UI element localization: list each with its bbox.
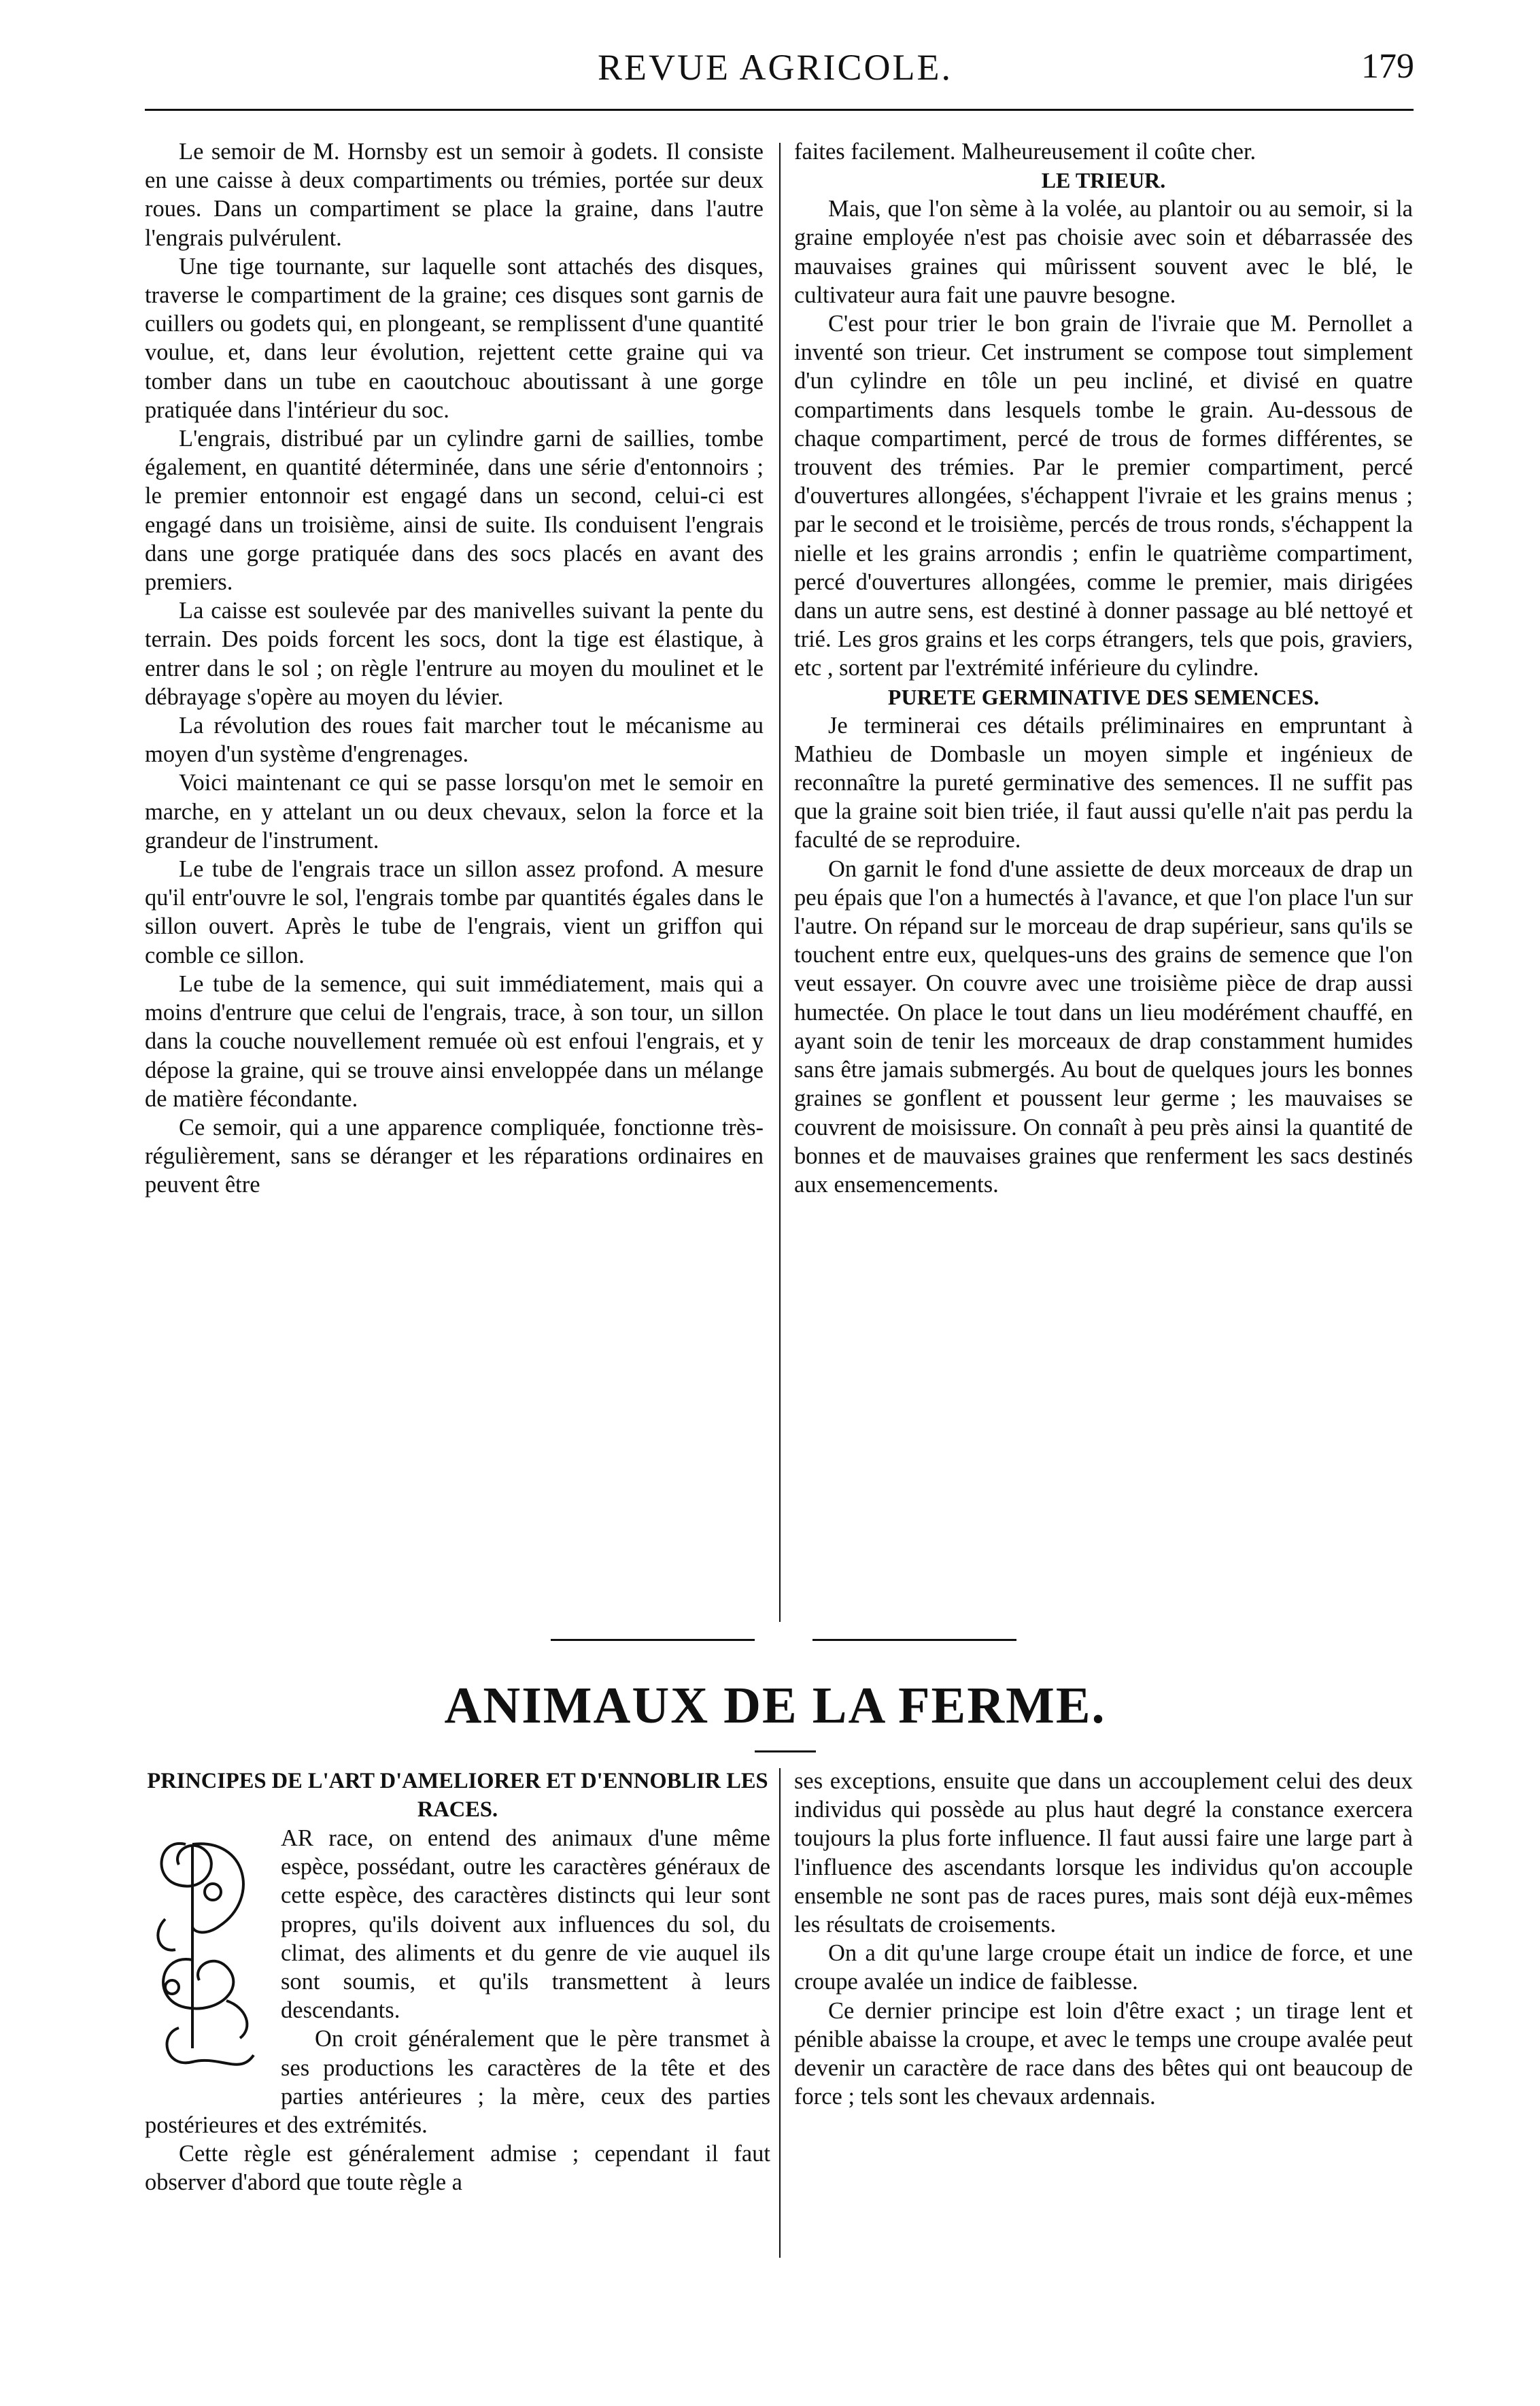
page-number: 179 bbox=[1361, 47, 1414, 86]
article-title: PRINCIPES DE L'ART D'AMELIORER ET D'ENNOBLIR LES RACES. bbox=[147, 1769, 768, 1822]
paragraph: Une tige tournante, sur laquelle sont attachés des disques, traverse le compartiment de la graine; ces disques sont garnis de cuillers ou godets qui, en plongeant, se remplissent d'une quantité voulue, et, dans leur évolution, rejettent cette graine qui va tomber dans un tube en caoutchouc aboutissant à une gorge pratiquée dans l'intérieur du soc. bbox=[145, 253, 764, 423]
section-title-underline bbox=[755, 1750, 816, 1752]
heading-trieur: LE TRIEUR. bbox=[1041, 168, 1166, 193]
page-header bbox=[136, 46, 1414, 101]
paragraph: Le semoir de M. Hornsby est un semoir à godets. Il consiste en une caisse à deux compartiments ou trémies, portée sur deux roues. Dans un compartiment se place la graine, dans l'autre l'engrais pulvérulent. bbox=[145, 139, 764, 251]
paragraph: La révolution des roues fait marcher tout le mécanisme au moyen d'un système d'engrenages. bbox=[145, 713, 764, 768]
paragraph: On garnit le fond d'une assiette de deux morceaux de drap un peu épais que l'on a humectés à l'avance, et que l'on place l'un sur l'autre. On répand sur le morceau de drap supérieur, sans qu'ils se touchent entre eux, quelques-uns des grains de semence que l'on veut essayer. On couvre avec une troisième pièce de drap aussi humectée. On place le tout dans un lieu modérément chauffé, en ayant soin de tenir les morceaux de drap constamment humides sans être jamais submergés. Au bout de quelques jours les bonnes graines se gonflent et poussent leur germe ; les mauvaises se couvrent de moisissure. On connaît à peu près ainsi la quantité de bonnes et de mauvaises graines que renferment les sacs destinés aux ensemencements. bbox=[794, 855, 1413, 1198]
section-rule-left bbox=[551, 1639, 755, 1641]
paragraph: On croit généralement que le père transmet à ses productions les caractères de la tête et des parties antérieures ; la mère, ceux des parties postérieures et des extrémités. bbox=[145, 2026, 770, 2139]
top-right-column bbox=[794, 137, 1413, 1199]
running-title: REVUE AGRICOLE. bbox=[598, 47, 953, 88]
bottom-left-column bbox=[145, 1767, 770, 2197]
paragraph: On a dit qu'une large croupe était un indice de force, et une croupe avalée un indice de faiblesse. bbox=[794, 1940, 1413, 1995]
section-rule-right bbox=[812, 1639, 1016, 1641]
paragraph: Mais, que l'on sème à la volée, au plantoir ou au semoir, si la graine employée n'est pas choisie avec soin et débarrassée des mauvaises graines qui mûrissent souvent avec le blé, le cultivateur aura fait une pauvre besogne. bbox=[794, 196, 1413, 308]
paragraph: Je terminerai ces détails préliminaires en empruntant à Mathieu de Dombasle un moyen simple et ingénieux de reconnaître la pureté germinative des semences. Il ne suffit pas que la graine soit bien triée, il faut aussi qu'elle n'ait pas perdu la faculté de se reproduire. bbox=[794, 712, 1413, 853]
paragraph: La caisse est soulevée par des manivelles suivant la pente du terrain. Des poids forcent les socs, dont la tige est élastique, à entrer dans le sol ; on règle l'entrure au moyen du moulinet et le débrayage s'opère au moyen du lévier. bbox=[145, 598, 764, 710]
ornamental-p-icon bbox=[145, 1824, 267, 2096]
bottom-right-column bbox=[794, 1767, 1413, 2111]
paragraph: Le tube de l'engrais trace un sillon assez profond. A mesure qu'il entr'ouvre le sol, l'engrais tombe par quantités égales dans le sillon ouvert. Après le tube de l'engrais, vient un griffon qui comble ce sillon. bbox=[145, 856, 764, 968]
continuation-text: ses exceptions, ensuite que dans un accouplement celui des deux individus qui possède au plus haut degré la constance exercera toujours la plus forte influence. Il faut aussi faire une large part à l'influence des ascendants lorsque les individus qu'on accouple ensemble ne sont pas de races pures, mais sont déjà eux-mêmes les résultats de croisements. bbox=[794, 1768, 1413, 1938]
paragraph: Cette règle est généralement admise ; cependant il faut observer d'abord que toute règle a bbox=[145, 2141, 770, 2196]
section-title: ANIMAUX DE LA FERME. bbox=[444, 1677, 1106, 1734]
heading-purete: PURETE GERMINATIVE DES SEMENCES. bbox=[887, 684, 1320, 709]
column-divider-top bbox=[779, 143, 781, 1622]
paragraph: Ce dernier principe est loin d'être exact ; un tirage lent et pénible abaisse la croupe, et avec le temps une croupe avalée peut devenir un caractère de race dans des bêtes qui ont beaucoup de force ; tels sont les chevaux ardennais. bbox=[794, 1997, 1413, 2110]
paragraph: Le tube de la semence, qui suit immédiatement, mais qui a moins d'entrure que celui de l'engrais, trace, à son tour, un sillon dans la couche nouvellement remuée où est enfoui l'engrais, et y dépose la graine, qui se trouve ainsi enveloppée dans un mélange de matière fécondante. bbox=[145, 970, 764, 1112]
column-divider-bottom bbox=[779, 1768, 781, 2258]
top-left-column bbox=[145, 137, 764, 1200]
header-rule bbox=[145, 109, 1414, 111]
paragraph: L'engrais, distribué par un cylindre garni de saillies, tombe également, en quantité déterminée, dans une série d'entonnoirs ; le premier entonnoir est engagé dans un second, celui-ci est engagé dans un troisième, ainsi de suite. Ils conduisent l'engrais dans une gorge pratiquée dans des socs placés en avant des premiers. bbox=[145, 426, 764, 596]
paragraph: C'est pour trier le bon grain de l'ivraie que M. Pernollet a inventé son trieur. Cet instrument se compose tout simplement d'un cylindre en tôle un peu incliné, et divisé en quatre compartiments dans lesquels tombe le grain. Au-dessous de chaque compartiment, percé de trous de formes différentes, se trouvent des trémies. Par le premier compartiment, percé d'ouvertures allongées, s'échappent l'ivraie et les grains menus ; par le second et le troisième, percés de trous ronds, s'échappent la nielle et les grains arrondis ; enfin le quatrième compartiment, percé d'ouvertures allongées, comme le premier, mais dirigées dans un autre sens, est destiné à donner passage au blé nettoyé et trié. Les gros grains et les corps étrangers, tels que pois, graviers, etc , sortent par l'extrémité inférieure du cylindre. bbox=[794, 311, 1413, 681]
ornamental-dropcap bbox=[145, 1824, 267, 2096]
dropcap-paragraph: AR race, on entend des animaux d'une même espèce, possédant, outre les caractères généraux de cette espèce, des caractères distincts qui leur sont propres, qu'ils doivent aux influences du sol, du climat, des aliments et du genre de vie auquel ils sont soumis, et qu'ils transmettent à leurs descendants. bbox=[281, 1825, 770, 2024]
paragraph: Ce semoir, qui a une apparence compliquée, fonctionne très-régulièrement, sans se déranger et les réparations ordinaires en peuvent être bbox=[145, 1114, 764, 1198]
continuation-text: faites facilement. Malheureusement il coûte cher. bbox=[794, 139, 1256, 165]
paragraph: Voici maintenant ce qui se passe lorsqu'on met le semoir en marche, en y attelant un ou deux chevaux, selon la force et la grandeur de l'instrument. bbox=[145, 770, 764, 853]
